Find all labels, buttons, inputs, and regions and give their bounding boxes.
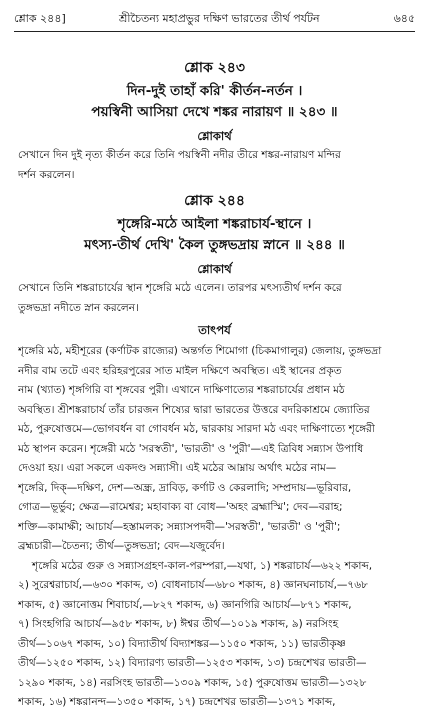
purport-line: তীর্থ—১০৬৭ শকাব্দ, ১০) বিদ্যাতীর্থ বিদ্যাশঙ্কর—১১৫০ শকাব্দ, ১১) ভারতীকৃষ্ণ: [18, 637, 346, 650]
purport-line: মঠ, পুরুষোত্তমে—ভোগবর্ধন বা গোবর্ধন মঠ, দ্বারকায় সারদা মঠ এবং দাক্ষিণাত্যে শৃঙ্গেরী: [18, 423, 375, 435]
verse-243-translation: [18, 146, 414, 185]
running-header: [14, 8, 415, 30]
purport-line: ৭) সিংহগিরি আচার্য—৯৫৮ শকাব্দ, ৮) ঈশ্বর তীর্থ—১০১৯ শকাব্দ, ৯) নরসিংহ: [18, 618, 339, 630]
translation-line: দর্শন করলেন।: [18, 168, 75, 181]
header-divider: [14, 31, 415, 32]
verse-244-heading: শ্লোক ২৪৪: [184, 193, 245, 209]
verse-243-line-2: পয়স্বিনী আসিয়া দেখে শঙ্কর নারায়ণ ॥ ২৪৩ ॥: [91, 104, 338, 120]
purport-line: তীর্থ—১২৫০ শকাব্দ, ১২) বিদ্যারণ্য ভারতী—১২৫৩ শকাব্দ, ১৩) চন্দ্রশেখর ভারতী—: [18, 657, 367, 669]
page-number: ৬৪৫: [393, 12, 415, 25]
header-chapter-title: শ্রীচৈতন্য মহাপ্রভুর দক্ষিণ ভারতের তীর্থ পর্যটন: [119, 12, 320, 25]
purport-line: ১২৯০ শকাব্দ, ১৪) নরসিংহ ভারতী—১৩০৯ শকাব্দ, ১৫) পুরুষোত্তম ভারতী—১৩২৮: [18, 676, 367, 689]
purport-line: শকাব্দ, ১৬) শঙ্করানন্দ—১৩৫০ শকাব্দ, ১৭) চন্দ্রশেখর ভারতী—১৩৭১ শকাব্দ,: [18, 696, 336, 708]
purport-line: দেওয়া হয়। এরা সকলে একদণ্ড সন্ন্যাসী। এই মঠের আম্নায় অর্থাৎ মঠের নাম—: [18, 462, 337, 474]
purport-line: শক্তি—কামাক্ষী; আচার্য—হস্তামলক; সন্ন্যাসপদবী—'সরস্বতী', 'ভারতী' ও 'পুরী';: [18, 520, 341, 533]
verse-244-translation-heading: শ্লোকার্থ: [197, 262, 232, 276]
translation-line: সেখানে তিনি শঙ্করাচার্যের স্থান শৃঙ্গেরি মঠে এলেন। তারপর মৎস্যতীর্থ দর্শন করে: [18, 282, 342, 294]
purport-line: শৃঙ্গেরি, দিক্—দক্ষিণ, দেশ—অন্ধ্র, দ্রাবিড়, কর্ণাট ও কেরলাদি; সম্প্রদায়—ভূরিবার,: [18, 481, 352, 494]
purport-line: নদীর বাম তটে এবং হরিহরপুরের সাত মাইল দক্ষিণে অবস্থিত। এই স্থানের প্রকৃত: [18, 364, 342, 377]
verse-244-line-1: শৃঙ্গেরি-মঠে আইলা শঙ্করাচার্য-স্থানে ।: [117, 216, 312, 232]
purport-line: নাম (খ্যাত) শৃঙ্গগিরি বা শৃঙ্গবের পুরী। এখানে দাক্ষিণাত্যের শঙ্করাচার্যের প্রধান মঠ: [18, 384, 345, 396]
purport-line: ২) সুরেশ্বরাচার্য,—৬৩০ শকাব্দ, ৩) বোধনাচার্য—৬৮০ শকাব্দ, ৪) জ্ঞানঘনাচার্য,—৭৬৮: [18, 579, 368, 591]
purport-heading: তাৎপর্য: [198, 323, 231, 337]
verse-243-line-1: দিন-দুই তাহাঁ করি' কীর্তন-নর্তন ।: [126, 83, 303, 99]
purport-line: মঠ স্থাপন করেন। শৃঙ্গেরী মঠে 'সরস্বতী', 'ভারতী' ও 'পুরী'—এই ত্রিবিধ সন্ন্যাস উপাধি: [18, 442, 364, 455]
purport-line: ব্রহ্মচারী—চৈতন্য; তীর্থ—তুঙ্গভদ্রা; বেদ—যজুর্বেদ।: [18, 540, 225, 552]
translation-line: তুঙ্গভদ্রা নদীতে স্নান করলেন।: [18, 301, 139, 314]
translation-line: সেখানে দিন দুই নৃত্য কীর্তন করে তিনি পয়স্বিনী নদীর তীরে শঙ্কর-নারায়ণ মন্দির: [18, 149, 341, 161]
header-verse-ref: শ্লোক ২৪৪]: [14, 12, 66, 25]
purport-line: শৃঙ্গেরি মঠ, মহীশূরের (কর্ণাটক রাজ্যের) অন্তর্গত শিমোগা (চিকমাগালুর) জেলায়, তুঙ্গভদ্রা: [18, 345, 382, 357]
purport-line: শৃঙ্গেরি মঠের গুরু ও সন্ন্যাসগ্রহণ-কাল-পরম্পরা,—যথা, ১) শঙ্করাচার্য—৬২২ শকাব্দ,: [32, 559, 373, 572]
purport-line: শকাব্দ, ৫) জ্ঞানোত্তম শিবাচার্য,—৮২৭ শকাব্দ, ৬) জ্ঞানগিরি আচার্য—৮৭১ শকাব্দ,: [18, 598, 352, 611]
verse-244-translation: [18, 279, 414, 318]
verse-244-line-2: মৎস্য-তীর্থ দেখি' কৈল তুঙ্গভদ্রায় স্নানে ॥ ২৪৪ ॥: [84, 237, 345, 253]
verse-243-heading: শ্লোক ২৪৩: [184, 60, 245, 76]
purport-body: [18, 342, 414, 713]
purport-line: গোত্র—ভূর্ভুব; ক্ষেত্র—রামেশ্বর; মহাবাক্য বা বোধ—'অহং ব্রহ্মাস্মি'; দেব—বরাহ;: [18, 501, 343, 513]
verse-243-translation-heading: শ্লোকার্থ: [197, 129, 232, 143]
purport-line: অবস্থিত। শ্রীশঙ্করাচার্য তাঁর চারজন শিষ্যের দ্বারা ভারতের উত্তরে বদরিকাশ্রমে জ্যোতির: [18, 403, 370, 416]
